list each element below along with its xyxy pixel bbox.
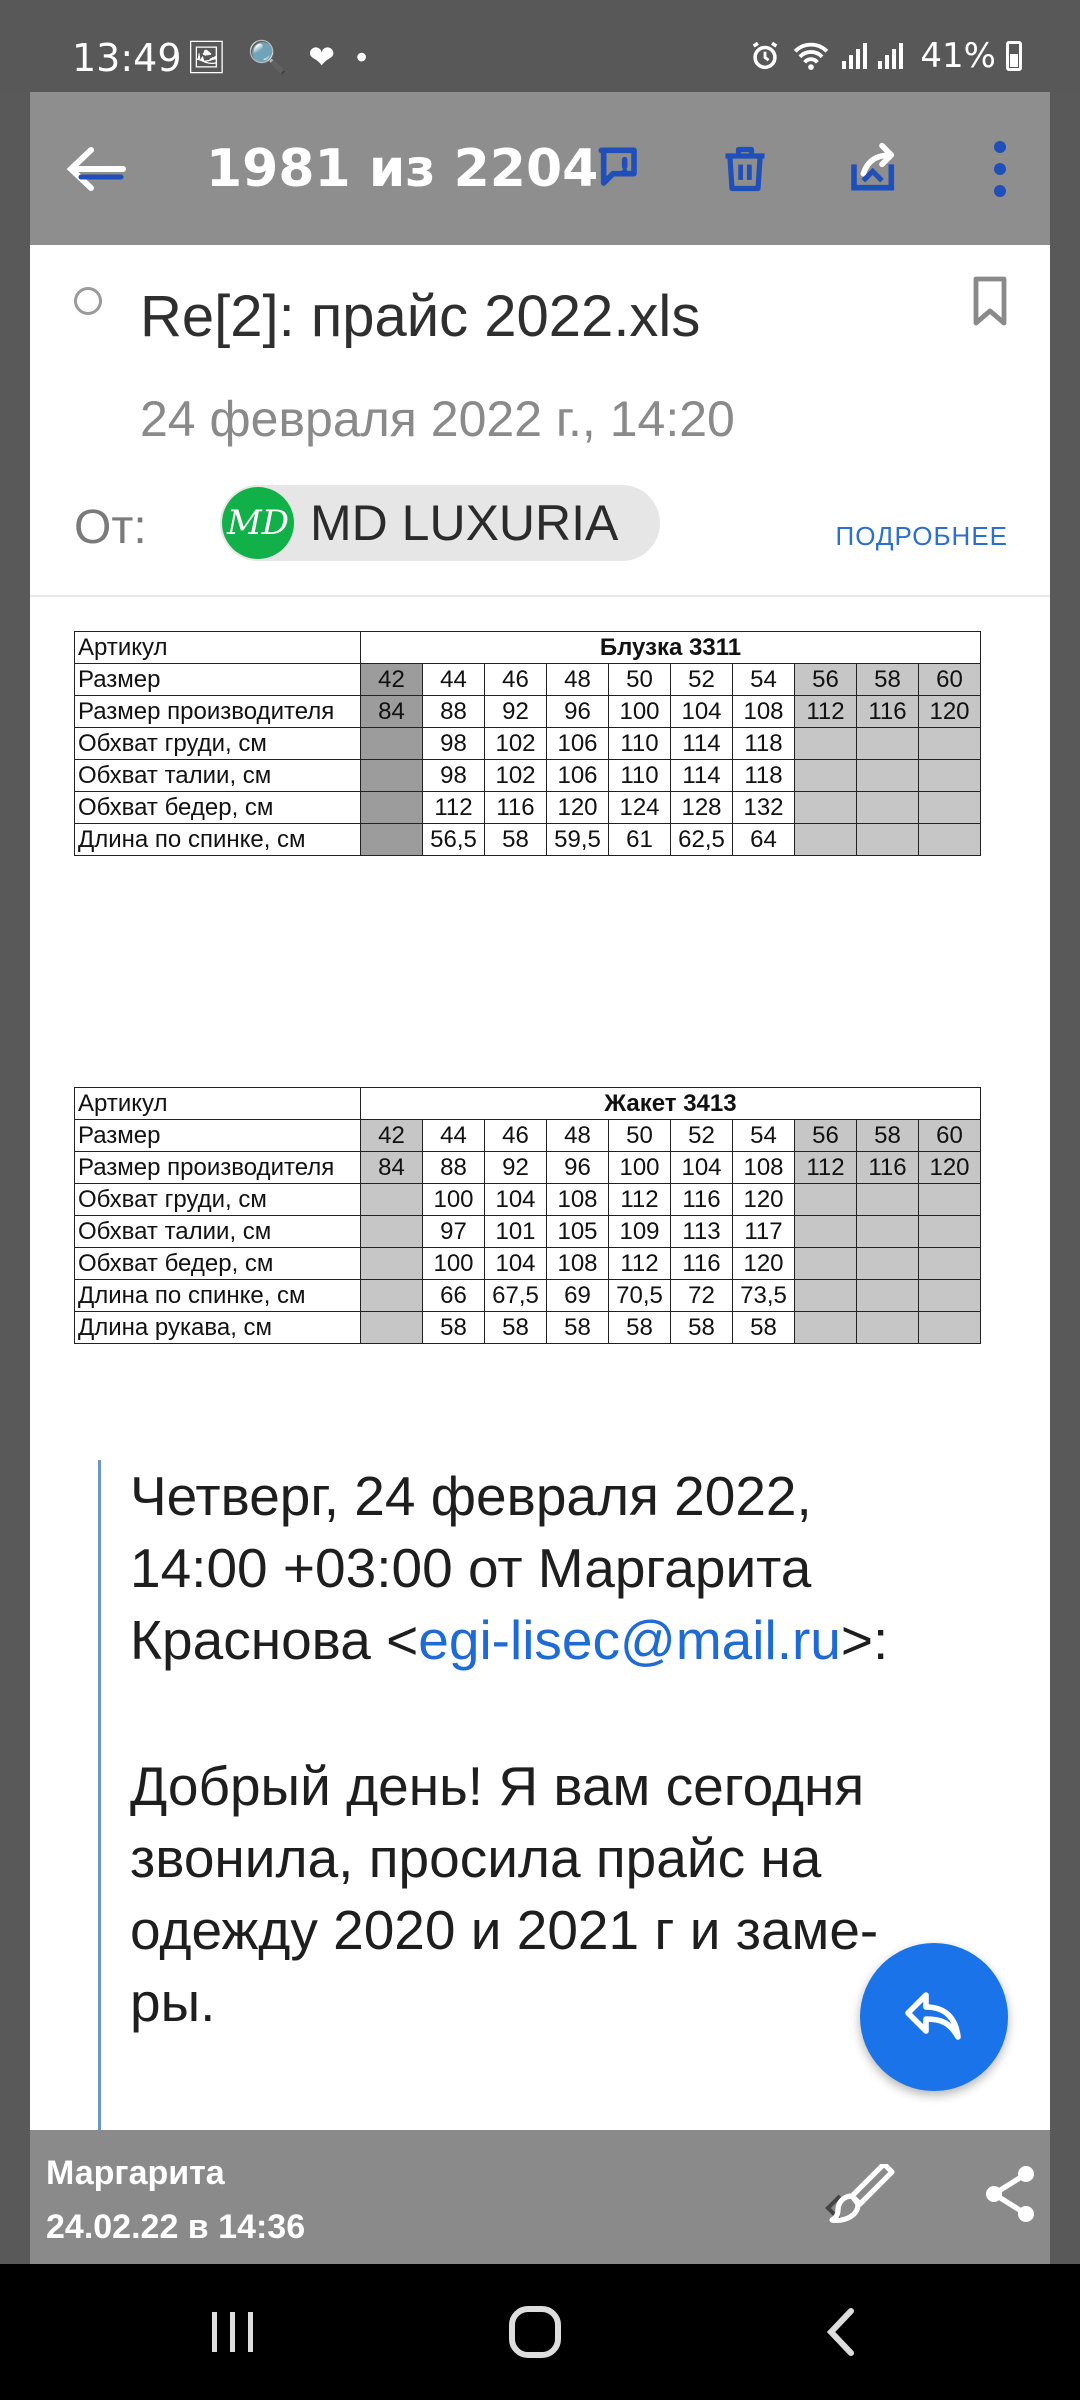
bottom-date: 24.02.22 в 14:36 — [46, 2208, 306, 2246]
table-cell — [795, 792, 857, 824]
table-cell: Обхват бедер, см — [75, 1248, 361, 1280]
table-cell: 120 — [919, 1152, 981, 1184]
quote-line: 14:00 +03:00 от Маргарита — [130, 1537, 812, 1599]
table-cell: 112 — [795, 1152, 857, 1184]
table-cell: 116 — [671, 1248, 733, 1280]
body-line: ры. — [130, 1971, 216, 2033]
table-row — [75, 1120, 981, 1152]
table-cell: 58 — [485, 1312, 547, 1344]
table-cell: 60 — [919, 1120, 981, 1152]
table-cell: 58 — [671, 1312, 733, 1344]
table-cell: 116 — [857, 696, 919, 728]
table-cell: 100 — [609, 696, 671, 728]
email-date: 24 февраля 2022 г., 14:20 — [140, 391, 735, 447]
table-cell: 106 — [547, 728, 609, 760]
size-table-jacket — [74, 1087, 981, 1344]
table-title: Блузка 3311 — [361, 632, 981, 664]
table-cell — [795, 760, 857, 792]
table-cell: 124 — [609, 792, 671, 824]
table-cell: Артикул — [75, 1088, 361, 1120]
table-row — [75, 728, 981, 760]
table-cell: Артикул — [75, 632, 361, 664]
table-cell: 58 — [485, 824, 547, 856]
reply-icon — [902, 1989, 966, 2045]
details-link[interactable]: ПОДРОБНЕЕ — [835, 521, 1008, 551]
table-row — [75, 760, 981, 792]
signal-icon — [840, 41, 910, 71]
table-cell: 42 — [361, 664, 423, 696]
table-cell: 100 — [423, 1248, 485, 1280]
message-counter: 1981 из 2204 — [206, 138, 599, 199]
table-cell — [857, 760, 919, 792]
table-cell: 56,5 — [423, 824, 485, 856]
table-cell: 73,5 — [733, 1280, 795, 1312]
table-row — [75, 1088, 981, 1120]
table-cell: 101 — [485, 1216, 547, 1248]
table-cell: 112 — [609, 1248, 671, 1280]
spam-button[interactable] — [575, 92, 665, 245]
table-cell — [919, 1280, 981, 1312]
table-cell: 108 — [547, 1184, 609, 1216]
table-cell: 88 — [423, 1152, 485, 1184]
table-cell — [361, 824, 423, 856]
table-row — [75, 1280, 981, 1312]
table-cell: Размер — [75, 1120, 361, 1152]
table-cell: 120 — [733, 1184, 795, 1216]
table-cell — [857, 1312, 919, 1344]
alarm-icon — [748, 39, 782, 73]
table-cell: 104 — [485, 1248, 547, 1280]
recents-icon — [208, 2310, 258, 2354]
table-title: Жакет 3413 — [361, 1088, 981, 1120]
table-row — [75, 664, 981, 696]
table-cell — [919, 728, 981, 760]
sender-avatar: MD — [222, 487, 294, 559]
table-cell — [919, 1216, 981, 1248]
table-cell: 92 — [485, 696, 547, 728]
table-row — [75, 1184, 981, 1216]
sender-name: MD LUXURIA — [310, 495, 619, 551]
table-cell: 104 — [671, 696, 733, 728]
table-cell — [795, 1216, 857, 1248]
email-content — [30, 245, 1050, 2130]
table-cell: 54 — [733, 664, 795, 696]
system-nav-bar — [0, 2264, 1080, 2400]
table-cell: 62,5 — [671, 824, 733, 856]
table-cell: Обхват груди, см — [75, 1184, 361, 1216]
table-cell: 96 — [547, 1152, 609, 1184]
table-cell — [857, 824, 919, 856]
table-cell: 102 — [485, 760, 547, 792]
table-cell: 118 — [733, 760, 795, 792]
table-cell: Длина по спинке, см — [75, 1280, 361, 1312]
table-row — [75, 696, 981, 728]
table-cell: 56 — [795, 664, 857, 696]
table-cell: 58 — [857, 664, 919, 696]
table-cell — [361, 1184, 423, 1216]
table-cell: 58 — [857, 1120, 919, 1152]
table-cell: 52 — [671, 664, 733, 696]
table-cell — [857, 1184, 919, 1216]
table-cell: 132 — [733, 792, 795, 824]
clock: 13:49 — [72, 36, 182, 80]
table-cell: 46 — [485, 1120, 547, 1152]
table-cell: 66 — [423, 1280, 485, 1312]
table-cell: 98 — [423, 760, 485, 792]
quote-bar — [98, 1460, 101, 2130]
edit-button[interactable] — [820, 2164, 900, 2233]
move-icon — [846, 141, 904, 197]
table-row — [75, 1312, 981, 1344]
table-row — [75, 824, 981, 856]
table-cell: 84 — [361, 1152, 423, 1184]
table-row — [75, 1248, 981, 1280]
recents-button[interactable] — [188, 2296, 278, 2368]
email-link[interactable]: egi-lisec@mail.ru — [418, 1609, 841, 1671]
table-cell: 48 — [547, 664, 609, 696]
quote-line — [130, 1604, 1010, 1676]
home-icon — [508, 2305, 562, 2359]
table-cell — [795, 824, 857, 856]
system-icons — [748, 36, 1022, 76]
table-cell: 96 — [547, 696, 609, 728]
delete-button[interactable] — [700, 92, 790, 245]
table-cell: 88 — [423, 696, 485, 728]
table-cell — [361, 760, 423, 792]
table-cell: 44 — [423, 664, 485, 696]
table-cell — [361, 1312, 423, 1344]
email-toolbar — [30, 92, 1050, 245]
home-button[interactable] — [490, 2296, 580, 2368]
bottom-info-bar — [30, 2130, 1050, 2264]
table-cell: 114 — [671, 728, 733, 760]
table-cell: 128 — [671, 792, 733, 824]
table-cell: 110 — [609, 760, 671, 792]
back-button[interactable] — [50, 92, 140, 245]
table-cell — [857, 1216, 919, 1248]
table-cell: 120 — [733, 1248, 795, 1280]
table-cell: 118 — [733, 728, 795, 760]
table-cell: 97 — [423, 1216, 485, 1248]
email-subject: Re[2]: прайс 2022.xls — [140, 284, 701, 349]
table-cell — [919, 760, 981, 792]
table-cell: 108 — [547, 1248, 609, 1280]
table-cell: Обхват талии, см — [75, 1216, 361, 1248]
table-cell: 70,5 — [609, 1280, 671, 1312]
table-cell: Обхват талии, см — [75, 760, 361, 792]
table-cell: 120 — [919, 696, 981, 728]
table-cell — [361, 1248, 423, 1280]
chevron-left-icon — [823, 2307, 857, 2357]
table-cell: 42 — [361, 1120, 423, 1152]
bookmark-button[interactable] — [970, 275, 1010, 332]
table-row — [75, 632, 981, 664]
sender-chip[interactable] — [220, 485, 660, 561]
table-cell: 44 — [423, 1120, 485, 1152]
table-cell — [361, 1280, 423, 1312]
table-cell — [857, 1280, 919, 1312]
table-cell: 98 — [423, 728, 485, 760]
table-cell — [795, 1312, 857, 1344]
table-cell — [857, 1248, 919, 1280]
table-cell — [857, 728, 919, 760]
table-cell: 58 — [423, 1312, 485, 1344]
delete-icon — [719, 141, 771, 197]
table-cell: 116 — [671, 1184, 733, 1216]
quote-line: Четверг, 24 февраля 2022, — [130, 1465, 812, 1527]
table-cell: 60 — [919, 664, 981, 696]
table-cell: 102 — [485, 728, 547, 760]
table-cell: 50 — [609, 1120, 671, 1152]
size-table-blouse — [74, 631, 981, 856]
table-cell: Размер производителя — [75, 1152, 361, 1184]
table-cell: Обхват груди, см — [75, 728, 361, 760]
table-cell: 100 — [609, 1152, 671, 1184]
table-cell: 112 — [795, 696, 857, 728]
table-cell: Размер — [75, 664, 361, 696]
table-cell — [919, 792, 981, 824]
table-cell: Обхват бедер, см — [75, 792, 361, 824]
more-icon — [990, 139, 1010, 199]
table-cell: 112 — [423, 792, 485, 824]
table-cell: 104 — [671, 1152, 733, 1184]
table-cell: 64 — [733, 824, 795, 856]
battery-percent: 41% — [920, 36, 996, 76]
header-divider — [30, 595, 1050, 597]
table-cell: 58 — [547, 1312, 609, 1344]
table-cell — [361, 728, 423, 760]
move-button[interactable] — [830, 92, 920, 245]
notification-icons: 🖼 🔍 ❤ • — [186, 39, 374, 75]
table-cell: 117 — [733, 1216, 795, 1248]
table-cell: 58 — [609, 1312, 671, 1344]
table-cell: 108 — [733, 1152, 795, 1184]
table-cell: 106 — [547, 760, 609, 792]
status-bar — [0, 0, 1080, 92]
table-cell: Длина рукава, см — [75, 1312, 361, 1344]
table-cell: Размер производителя — [75, 696, 361, 728]
wifi-icon — [792, 39, 830, 73]
table-cell: 50 — [609, 664, 671, 696]
quote-header — [130, 1460, 1010, 1676]
unread-toggle[interactable] — [74, 287, 102, 315]
table-cell — [919, 1312, 981, 1344]
from-label: От: — [74, 501, 147, 554]
table-cell: 61 — [609, 824, 671, 856]
table-cell — [795, 1248, 857, 1280]
quote-text: >: — [840, 1609, 889, 1671]
body-line: звонила, просила прайс на — [130, 1827, 822, 1889]
table-cell — [795, 728, 857, 760]
table-cell: 105 — [547, 1216, 609, 1248]
table-cell: 54 — [733, 1120, 795, 1152]
share-button[interactable] — [982, 2164, 1038, 2229]
table-cell: 46 — [485, 664, 547, 696]
table-cell: Длина по спинке, см — [75, 824, 361, 856]
table-row — [75, 792, 981, 824]
table-cell — [919, 824, 981, 856]
table-cell: 59,5 — [547, 824, 609, 856]
table-cell: 120 — [547, 792, 609, 824]
body-line: одежду 2020 и 2021 г и заме- — [130, 1899, 879, 1961]
table-cell: 72 — [671, 1280, 733, 1312]
table-row — [75, 1216, 981, 1248]
edit-brush-icon — [820, 2164, 900, 2228]
table-cell — [361, 792, 423, 824]
table-cell: 116 — [485, 792, 547, 824]
more-button[interactable] — [965, 92, 1035, 245]
table-cell: 69 — [547, 1280, 609, 1312]
table-cell — [857, 792, 919, 824]
table-cell: 52 — [671, 1120, 733, 1152]
back-arrow-icon — [63, 144, 127, 194]
table-cell: 67,5 — [485, 1280, 547, 1312]
quote-text: Краснова < — [130, 1609, 419, 1671]
battery-icon — [1006, 41, 1022, 71]
table-cell — [795, 1280, 857, 1312]
table-cell: 110 — [609, 728, 671, 760]
table-cell: 104 — [485, 1184, 547, 1216]
table-cell: 114 — [671, 760, 733, 792]
table-cell: 92 — [485, 1152, 547, 1184]
table-cell — [795, 1184, 857, 1216]
spam-icon — [592, 141, 648, 197]
table-cell: 56 — [795, 1120, 857, 1152]
table-cell: 116 — [857, 1152, 919, 1184]
table-cell: 100 — [423, 1184, 485, 1216]
table-cell — [361, 1216, 423, 1248]
table-cell: 108 — [733, 696, 795, 728]
table-cell: 58 — [733, 1312, 795, 1344]
bottom-sender-name: Маргарита — [46, 2154, 225, 2192]
table-cell: 109 — [609, 1216, 671, 1248]
body-line: Добрый день! Я вам сегодня — [130, 1755, 865, 1817]
share-icon — [982, 2164, 1038, 2224]
table-cell: 84 — [361, 696, 423, 728]
table-cell — [919, 1248, 981, 1280]
table-row — [75, 1152, 981, 1184]
reply-button[interactable] — [860, 1943, 1008, 2091]
bookmark-icon — [970, 275, 1010, 327]
table-cell: 113 — [671, 1216, 733, 1248]
table-cell — [919, 1184, 981, 1216]
table-cell: 48 — [547, 1120, 609, 1152]
table-cell: 112 — [609, 1184, 671, 1216]
back-nav-button[interactable] — [795, 2296, 885, 2368]
